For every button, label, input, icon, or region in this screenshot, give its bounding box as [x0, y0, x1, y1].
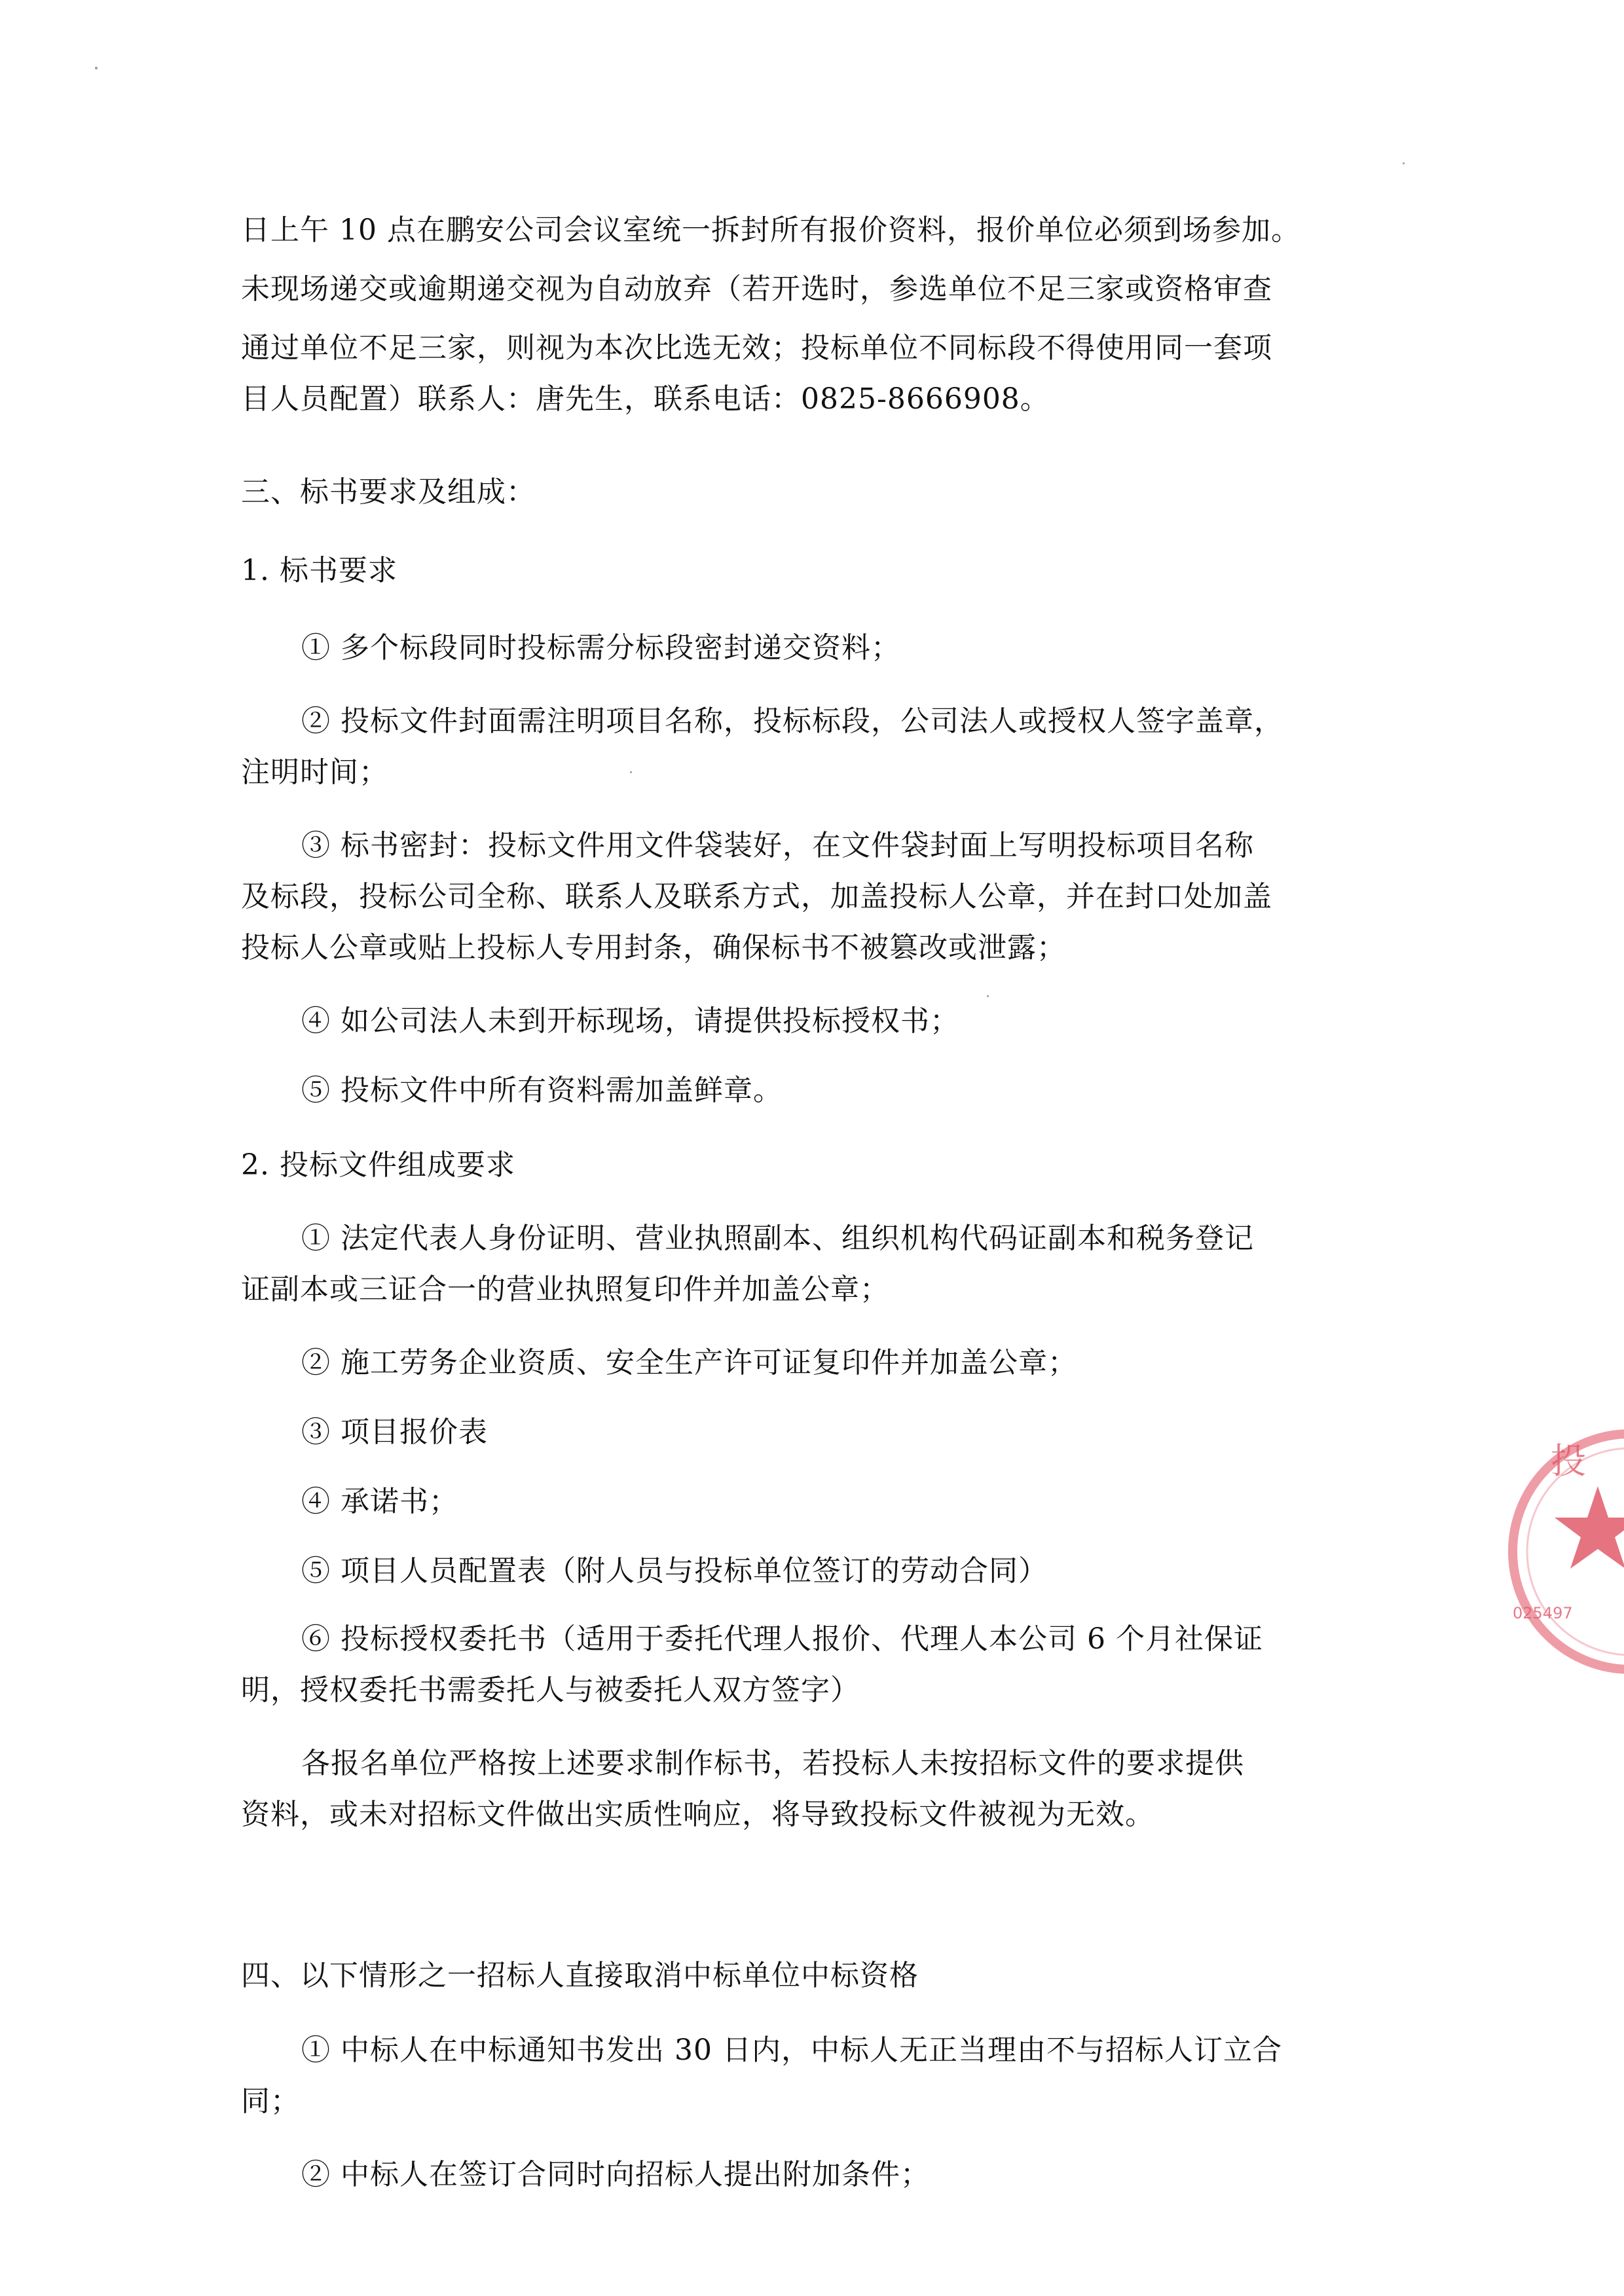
scan-speck [987, 995, 989, 997]
subheading-2: 2. 投标文件组成要求 [241, 1148, 515, 1182]
seal-char: 投 [1551, 1440, 1586, 1482]
req-item-5: ⑤ 投标文件中所有资料需加盖鲜章。 [301, 1074, 783, 1107]
cancel-item-2: ② 中标人在签订合同时向招标人提出附加条件； [301, 2158, 930, 2191]
req-item-4: ④ 如公司法人未到开标现场，请提供投标授权书； [301, 1004, 959, 1038]
req-item-3-cont-1: 及标段，投标公司全称、联系人及联系方式，加盖投标人公章，并在封口处加盖 [241, 880, 1272, 913]
body-line-2: 未现场递交或逾期递交视为自动放弃（若开选时，参选单位不足三家或资格审查 [241, 272, 1272, 306]
comp-item-6: ⑥ 投标授权委托书（适用于委托代理人报价、代理人本公司 6 个月社保证 [301, 1622, 1263, 1656]
req-item-3: ③ 标书密封：投标文件用文件袋装好，在文件袋封面上写明投标项目名称 [301, 829, 1254, 862]
closing-paragraph-2: 资料，或未对招标文件做出实质性响应，将导致投标文件被视为无效。 [241, 1798, 1154, 1831]
comp-item-1: ① 法定代表人身份证明、营业执照副本、组织机构代码证副本和税务登记 [301, 1222, 1254, 1255]
cancel-item-1: ① 中标人在中标通知书发出 30 日内，中标人无正当理由不与招标人订立合 [301, 2033, 1282, 2067]
req-item-1: ① 多个标段同时投标需分标段密封递交资料； [301, 631, 900, 665]
section-heading-4: 四、以下情形之一招标人直接取消中标单位中标资格 [241, 1959, 919, 1992]
body-line-3: 通过单位不足三家，则视为本次比选无效；投标单位不同标段不得使用同一套项 [241, 331, 1272, 365]
req-item-3-cont-2: 投标人公章或贴上投标人专用封条，确保标书不被篡改或泄露； [241, 931, 1066, 964]
comp-item-6-cont: 明，授权委托书需委托人与被委托人双方签字） [241, 1673, 860, 1707]
closing-paragraph-1: 各报名单位严格按上述要求制作标书，若投标人未按招标文件的要求提供 [301, 1747, 1244, 1780]
cancel-item-1-cont: 同； [241, 2085, 300, 2118]
req-item-2: ② 投标文件封面需注明项目名称，投标标段，公司法人或授权人签字盖章， [301, 704, 1283, 738]
subheading-1: 1. 标书要求 [241, 554, 397, 587]
scan-speck [95, 67, 98, 69]
scan-speck [630, 771, 632, 773]
scan-speck [1403, 162, 1405, 164]
company-seal-stamp [1500, 1421, 1624, 1683]
section-heading-3: 三、标书要求及组成： [241, 475, 536, 509]
seal-star-icon [1555, 1486, 1624, 1569]
req-item-2-cont: 注明时间； [241, 756, 388, 789]
seal-serial: 025497 [1513, 1604, 1573, 1622]
comp-item-2: ② 施工劳务企业资质、安全生产许可证复印件并加盖公章； [301, 1346, 1077, 1379]
comp-item-3: ③ 项目报价表 [301, 1415, 488, 1449]
body-line-4: 目人员配置）联系人：唐先生，联系电话：0825-8666908。 [241, 382, 1050, 416]
body-line-1: 日上午 10 点在鹏安公司会议室统一拆封所有报价资料，报价单位必须到场参加。 [241, 213, 1301, 247]
comp-item-1-cont: 证副本或三证合一的营业执照复印件并加盖公章； [241, 1273, 889, 1306]
comp-item-4: ④ 承诺书； [301, 1485, 458, 1518]
comp-item-5: ⑤ 项目人员配置表（附人员与投标单位签订的劳动合同） [301, 1554, 1048, 1588]
